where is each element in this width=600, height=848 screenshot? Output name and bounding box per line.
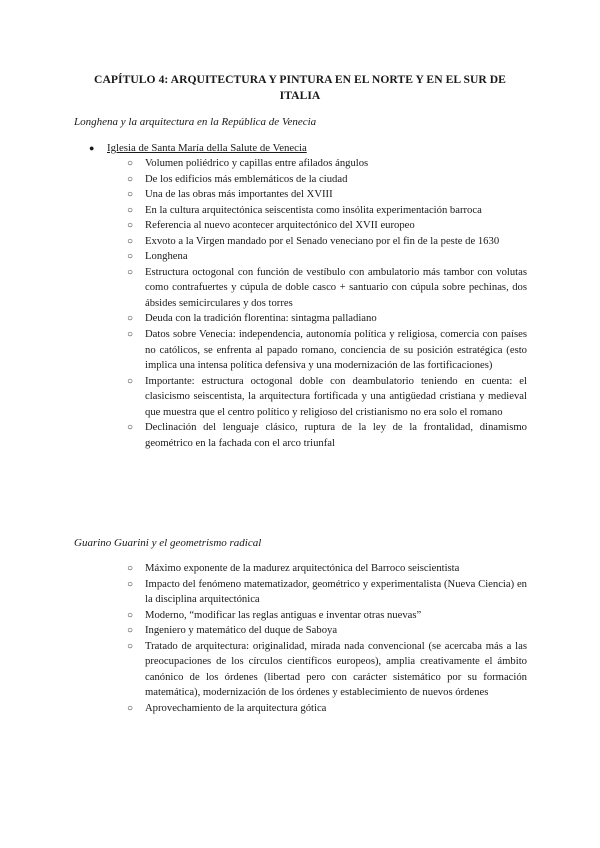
circle-bullet-icon: ○ bbox=[127, 329, 134, 341]
list-item: ○ Volumen poliédrico y capillas entre afilados ángulos bbox=[127, 156, 527, 172]
circle-bullet-icon: ○ bbox=[127, 235, 134, 247]
circle-bullet-icon: ○ bbox=[127, 158, 134, 169]
circle-bullet-icon: ○ bbox=[127, 173, 134, 185]
list-item: ○ Datos sobre Venecia: independencia, autonomía política y religiosa, comercia con países no católicos, se enfrenta al papado romano, conciencia de su posición estratégica (esto implica una intensa política defensiva y una modernización de las fortificaciones) bbox=[127, 329, 527, 372]
circle-bullet-icon: ○ bbox=[127, 702, 134, 714]
list-item: ○ Una de las obras más importantes del XVIII bbox=[127, 187, 527, 203]
list-item: ○ De los edificios más emblemáticos de la ciudad bbox=[127, 172, 527, 188]
list-item: ○ Tratado de arquitectura: originalidad, mirada nada convencional (se acercaba más a las preocupaciones de los círculos científicos europeos), amplia creativamente el ámbito canónico de los órdenes (libertad pero con carácter sistemático por su formación matemática), modernización de los órdenes y establecimiento de nuevos órdenes bbox=[127, 640, 527, 699]
list-item: ○ Exvoto a la Virgen mandado por el Senado veneciano por el fin de la peste de 1630 bbox=[127, 234, 527, 250]
circle-bullet-icon: ○ bbox=[127, 578, 134, 590]
list-item: ○ Máximo exponente de la madurez arquitectónica del Barroco seiscientista bbox=[127, 561, 527, 577]
bullet-dot-icon: ● bbox=[89, 143, 95, 153]
circle-bullet-icon: ○ bbox=[127, 422, 134, 434]
list-item: ○ Deuda con la tradición florentina: sintagma palladiano bbox=[127, 311, 527, 327]
list-item: ○ Estructura octogonal con función de vestíbulo con ambulatorio más tambor con volutas como contrafuertes y cúpula de doble casco + santuario con cúpula sobre pechinas, dos ábsides semicirculares y dos torres bbox=[127, 266, 527, 309]
circle-bullet-icon: ○ bbox=[127, 204, 134, 216]
chapter-title: CAPÍTULO 4: ARQUITECTURA Y PINTURA EN EL NORTE Y EN EL SUR DE ITALIA bbox=[94, 73, 506, 102]
circle-bullet-icon: ○ bbox=[127, 375, 134, 387]
section2-list bbox=[127, 561, 527, 716]
circle-bullet-icon: ○ bbox=[127, 313, 134, 325]
list-item: ○ Impacto del fenómeno matematizador, geométrico y experimentalista (Nueva Ciencia) en la disciplina arquitectónica bbox=[127, 578, 527, 606]
list-item: ○ Declinación del lenguaje clásico, ruptura de la ley de la frontalidad, dinamismo geométrico en la fachada con el arco triunfal bbox=[127, 422, 527, 449]
list-item: ○ Aprovechamiento de la arquitectura gótica bbox=[127, 701, 527, 717]
section1-list bbox=[127, 156, 527, 451]
circle-bullet-icon: ○ bbox=[127, 266, 134, 278]
circle-bullet-icon: ○ bbox=[127, 625, 134, 637]
topic-label: Iglesia de Santa María della Salute de Venecia bbox=[107, 142, 307, 154]
circle-bullet-icon: ○ bbox=[127, 220, 134, 232]
list-item: ○ Importante: estructura octogonal doble con deambulatorio teniendo en cuenta: el clasicismo seiscentista, la arquitectura fortificada y una antigüedad cristiana y medieval que muestra que el centro político y religioso del cristianismo no era solo el romano bbox=[127, 375, 527, 418]
circle-bullet-icon: ○ bbox=[127, 189, 134, 201]
list-item: ○ Longhena bbox=[127, 249, 527, 265]
list-item: ○ Moderno, “modificar las reglas antiguas e inventar otras nuevas” bbox=[127, 608, 527, 624]
circle-bullet-icon: ○ bbox=[127, 640, 134, 652]
section-heading-guarini: Guarino Guarini y el geometrismo radical bbox=[74, 537, 262, 549]
circle-bullet-icon: ○ bbox=[127, 251, 134, 263]
circle-bullet-icon: ○ bbox=[127, 563, 134, 574]
list-item: ○ En la cultura arquitectónica seiscentista como insólita experimentación barroca bbox=[127, 203, 527, 219]
list-item: ○ Referencia al nuevo acontecer arquitectónico del XVII europeo bbox=[127, 218, 527, 234]
list-item: ○ Ingeniero y matemático del duque de Saboya bbox=[127, 623, 527, 639]
circle-bullet-icon: ○ bbox=[127, 609, 134, 621]
section-heading-longhena: Longhena y la arquitectura en la República de Venecia bbox=[74, 116, 317, 128]
